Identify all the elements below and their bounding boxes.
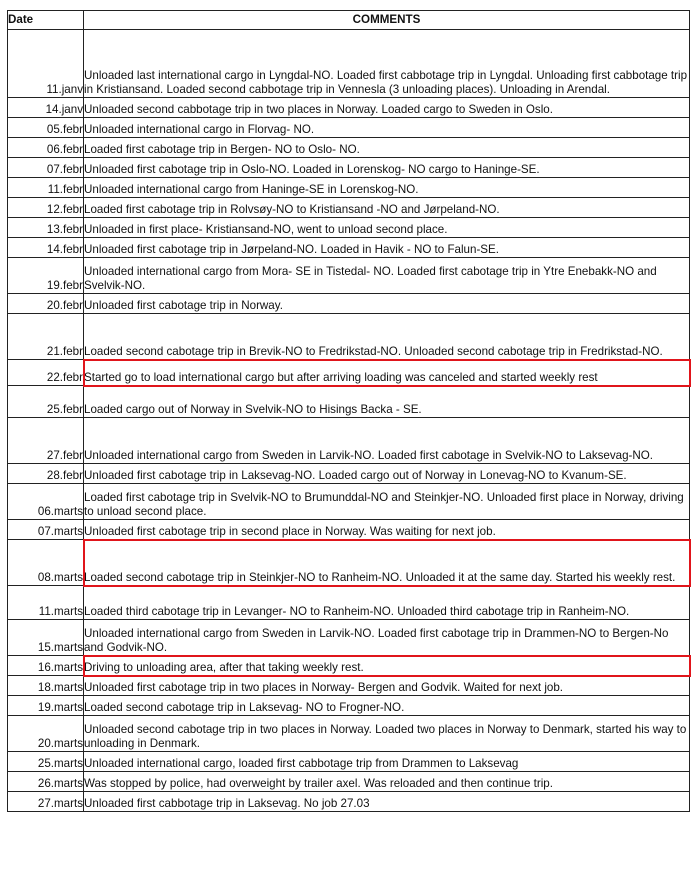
comment-cell: [84, 98, 690, 118]
date-cell: 08.marts: [8, 540, 84, 586]
date-cell: 22.febr: [8, 360, 84, 386]
comment-cell: [84, 138, 690, 158]
table-row: [8, 198, 690, 218]
comment-cell: [84, 586, 690, 620]
date-cell: 13.febr: [8, 218, 84, 238]
highlighted-comment-text: Driving to unloading area, after that taking weekly rest.: [84, 661, 364, 674]
comment-text: Unloaded first cabotage trip in Oslo-NO. Loaded in Lorenskog- NO cargo to Haninge-SE.: [84, 163, 540, 176]
table-row: [8, 484, 690, 520]
comment-text: Unloaded first cabotage trip in two places in Norway- Bergen and Godvik. Waited for next job.: [84, 681, 564, 694]
table-row: [8, 258, 690, 294]
header-row: [8, 11, 690, 30]
table-row: [8, 676, 690, 696]
table-row: [8, 586, 690, 620]
date-cell: 15.marts: [8, 620, 84, 656]
date-cell: 19.febr: [8, 258, 84, 294]
table-row: [8, 386, 690, 418]
comment-text: Unloaded last international cargo in Lyngdal-NO. Loaded first cabbotage trip in Lyngdal. Unloading first cabbotage trip in Kristiansand. Loaded second cabbotage trip in Vennesla (3 unloading places). Unloading in Arendal.: [84, 69, 688, 96]
comment-cell: [84, 656, 690, 676]
comment-cell: [84, 792, 690, 812]
comment-text: Loaded first cabotage trip in Svelvik-NO to Brumunddal-NO and Steinkjer-NO. Unloaded first place in Norway, driving to unload second place.: [84, 491, 684, 518]
comment-text: Unloaded in first place- Kristiansand-NO, went to unload second place.: [84, 223, 448, 236]
table-row: [8, 178, 690, 198]
comment-cell: [84, 620, 690, 656]
comment-cell: [84, 314, 690, 360]
comment-cell: [84, 484, 690, 520]
date-cell: 12.febr: [8, 198, 84, 218]
log-sheet: [7, 10, 690, 812]
comment-text: Loaded first cabotage trip in Bergen- NO to Oslo- NO.: [84, 143, 360, 156]
table-row: [8, 98, 690, 118]
highlighted-comment-text: Loaded second cabotage trip in Steinkjer-NO to Ranheim-NO. Unloaded it at the same day. Started his weekly rest.: [84, 571, 676, 584]
comment-cell: [84, 386, 690, 418]
comment-cell: [84, 178, 690, 198]
comment-text: Unloaded first cabotage trip in Norway.: [84, 299, 283, 312]
comment-text: Unloaded second cabbotage trip in two places in Norway. Loaded cargo to Sweden in Oslo.: [84, 103, 553, 116]
comment-text: Loaded cargo out of Norway in Svelvik-NO to Hisings Backa - SE.: [84, 403, 422, 416]
date-column-header: Date: [8, 11, 84, 30]
table-row: [8, 158, 690, 178]
table-row: [8, 464, 690, 484]
comment-cell: [84, 464, 690, 484]
comment-cell: [84, 752, 690, 772]
comment-text: Unloaded international cargo from Haninge-SE in Lorenskog-NO.: [84, 183, 419, 196]
comment-cell: [84, 716, 690, 752]
comment-cell: [84, 218, 690, 238]
table-row: [8, 772, 690, 792]
date-cell: 25.febr: [8, 386, 84, 418]
table-row: [8, 792, 690, 812]
date-cell: 28.febr: [8, 464, 84, 484]
comments-column-header: COMMENTS: [84, 11, 690, 30]
table-row: [8, 752, 690, 772]
comment-cell: [84, 520, 690, 540]
table-row: [8, 294, 690, 314]
comment-text: Unloaded international cargo from Sweden in Larvik-NO. Loaded first cabotage in Svelvik-NO to Laksevag-NO.: [84, 449, 654, 462]
table-row: [8, 238, 690, 258]
table-row: [8, 218, 690, 238]
table-row: [8, 540, 690, 586]
date-cell: 21.febr: [8, 314, 84, 360]
highlighted-comment-text: Started go to load international cargo but after arriving loading was canceled and started weekly rest: [84, 371, 598, 384]
comment-text: Loaded second cabotage trip in Laksevag- NO to Frogner-NO.: [84, 701, 405, 714]
comment-cell: [84, 418, 690, 464]
comment-cell: [84, 258, 690, 294]
table-row: [8, 360, 690, 386]
comment-text: Was stopped by police, had overweight by trailer axel. Was reloaded and then continue trip.: [84, 777, 553, 790]
comment-cell: [84, 238, 690, 258]
comment-cell: [84, 676, 690, 696]
date-cell: 05.febr: [8, 118, 84, 138]
table-row: [8, 520, 690, 540]
date-cell: 11.febr: [8, 178, 84, 198]
comment-cell: [84, 294, 690, 314]
date-cell: 18.marts: [8, 676, 84, 696]
date-cell: 11.marts: [8, 586, 84, 620]
date-cell: 20.marts: [8, 716, 84, 752]
comment-cell: [84, 158, 690, 178]
comment-text: Unloaded international cargo, loaded first cabbotage trip from Drammen to Laksevag: [84, 757, 519, 770]
table-row: [8, 314, 690, 360]
comment-text: Unloaded international cargo in Florvag- NO.: [84, 123, 315, 136]
date-cell: 07.marts: [8, 520, 84, 540]
date-cell: 14.febr: [8, 238, 84, 258]
date-cell: 06.marts: [8, 484, 84, 520]
comment-cell: [84, 198, 690, 218]
comment-text: Unloaded first cabotage trip in Jørpeland-NO. Loaded in Havik - NO to Falun-SE.: [84, 243, 499, 256]
date-cell: 06.febr: [8, 138, 84, 158]
table-row: [8, 118, 690, 138]
date-cell: 19.marts: [8, 696, 84, 716]
comment-cell: [84, 540, 690, 586]
table-row: [8, 620, 690, 656]
table-row: [8, 30, 690, 98]
comment-text: Unloaded first cabotage trip in second place in Norway. Was waiting for next job.: [84, 525, 496, 538]
comment-cell: [84, 360, 690, 386]
comment-text: Loaded third cabotage trip in Levanger- NO to Ranheim-NO. Unloaded third cabotage trip in Ranheim-NO.: [84, 605, 630, 618]
comments-table: [7, 10, 690, 812]
table-row: [8, 138, 690, 158]
comment-cell: [84, 696, 690, 716]
date-cell: 16.marts: [8, 656, 84, 676]
date-cell: 26.marts: [8, 772, 84, 792]
comment-text: Unloaded international cargo from Sweden in Larvik-NO. Loaded first cabotage trip in Drammen-NO to Bergen-No and Godvik-NO.: [84, 627, 669, 654]
comment-text: Loaded first cabotage trip in Rolvsøy-NO to Kristiansand -NO and Jørpeland-NO.: [84, 203, 500, 216]
date-cell: 27.marts: [8, 792, 84, 812]
comment-text: Unloaded first cabbotage trip in Laksevag. No job 27.03: [84, 797, 370, 810]
date-cell: 20.febr: [8, 294, 84, 314]
comment-cell: [84, 772, 690, 792]
date-cell: 07.febr: [8, 158, 84, 178]
comment-text: Unloaded second cabotage trip in two places in Norway. Loaded two places in Norway to Denmark, started his way to unloading in Denmark.: [84, 723, 687, 750]
comment-cell: [84, 118, 690, 138]
table-row: [8, 696, 690, 716]
table-row: [8, 716, 690, 752]
table-row: [8, 418, 690, 464]
comment-text: Loaded second cabotage trip in Brevik-NO to Fredrikstad-NO. Unloaded second cabotage trip in Fredrikstad-NO.: [84, 345, 663, 358]
date-cell: 25.marts: [8, 752, 84, 772]
comment-text: Unloaded first cabotage trip in Laksevag-NO. Loaded cargo out of Norway in Lonevag-NO to Kvanum-SE.: [84, 469, 627, 482]
date-cell: 27.febr: [8, 418, 84, 464]
table-row: [8, 656, 690, 676]
date-cell: 14.janv: [8, 98, 84, 118]
comment-cell: [84, 30, 690, 98]
comment-text: Unloaded international cargo from Mora- SE in Tistedal- NO. Loaded first cabotage trip in Ytre Enebakk-NO and Svelvik-NO.: [84, 265, 657, 292]
date-cell: 11.janv: [8, 30, 84, 98]
